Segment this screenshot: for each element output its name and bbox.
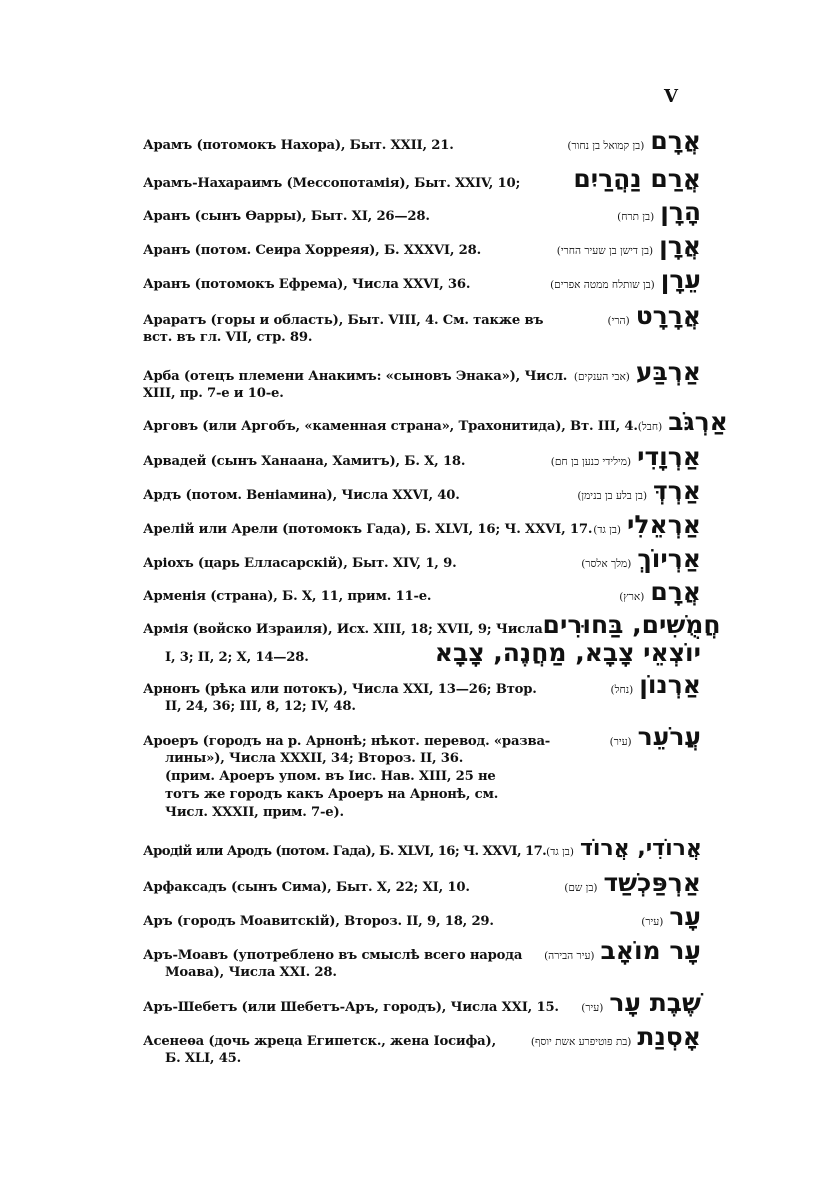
entry-text: Армія (войско Израиля), Исх. XIII, 18; XVII, 9; Числа bbox=[143, 622, 543, 637]
hebrew-note: (עיר) bbox=[609, 736, 632, 748]
entry bbox=[143, 359, 701, 409]
hebrew-note: (בן קמואל בן נחור) bbox=[567, 140, 645, 152]
hebrew-term: אֲרָרָט bbox=[635, 301, 701, 330]
entry bbox=[143, 546, 701, 579]
entry bbox=[143, 303, 701, 359]
entry-text: Ароеръ (городъ на р. Арнонѣ; нѣкот. перевод. «разва- bbox=[143, 734, 551, 749]
entry bbox=[143, 579, 701, 612]
entry bbox=[143, 870, 701, 904]
entry-text: Аранъ (сынъ Ѳарры), Быт. XI, 26—28. bbox=[143, 209, 430, 224]
entry-list bbox=[143, 126, 728, 1070]
hebrew-term: אַרְיוֹךְ bbox=[637, 544, 701, 573]
entry-continuation: Б. XLI, 45. bbox=[165, 1051, 242, 1066]
hebrew-term: אַרְבַּע bbox=[635, 357, 701, 386]
hebrew-note: (בן בלע בן בנימן) bbox=[577, 490, 648, 502]
entry-text: Арамъ-Нахараимъ (Мессопотамія), Быт. XXIV, 10; bbox=[143, 176, 521, 191]
entry-text: Аръ-Моавъ (употреблено въ смыслѣ всего народа bbox=[143, 948, 523, 963]
hebrew-term: אַרְדְּ bbox=[653, 476, 701, 505]
hebrew-term: עָר bbox=[669, 902, 701, 931]
hebrew-term: חֲמֻשִׁים, בַּחוּרִים bbox=[542, 610, 721, 639]
hebrew-term: אֲרָם bbox=[650, 577, 701, 606]
hebrew-note: (בן שם) bbox=[564, 882, 598, 894]
entry-text: Аріохъ (царь Елласарскій), Быт. XIV, 1, 9. bbox=[143, 556, 457, 571]
entry-text: Аръ-Шебетъ (или Шебетъ-Аръ, городъ), Числа XXI, 15. bbox=[143, 1000, 559, 1015]
hebrew-note: (מילידי כנען בן חם) bbox=[550, 456, 632, 468]
entry-continuation: XIII, пр. 7-е и 10-е. bbox=[143, 386, 284, 401]
entry bbox=[143, 904, 701, 938]
entry-text: Арнонъ (рѣка или потокъ), Числа XXI, 13—26; Втор. bbox=[143, 682, 537, 697]
entry bbox=[143, 836, 701, 870]
hebrew-term: עֵרָן bbox=[660, 265, 701, 294]
hebrew-note: (עיר הבירה) bbox=[544, 950, 595, 962]
entry-text: Аранъ (потомокъ Ефрема), Числа XXVI, 36. bbox=[143, 277, 471, 292]
hebrew-term: אֲרָן bbox=[659, 231, 701, 260]
hebrew-term: אָסְנַת bbox=[637, 1022, 701, 1051]
entry-text: Арба (отецъ племени Анакимъ: «сыновъ Энака»), Числ. bbox=[143, 369, 568, 384]
hebrew-note: (בן דישן בן שעיר החרי) bbox=[556, 245, 654, 257]
page-number: V bbox=[664, 86, 678, 107]
hebrew-note: (בן גד) bbox=[546, 846, 574, 858]
hebrew-note: (עיר) bbox=[641, 916, 664, 928]
entry-text: Аранъ (потом. Сеира Хорреяя), Б. XXXVI, 28. bbox=[143, 243, 482, 258]
hebrew-note: (בן תרח) bbox=[617, 211, 655, 223]
entry bbox=[143, 990, 701, 1024]
entry bbox=[143, 1024, 701, 1070]
entry-text: Арамъ (потомокъ Нахора), Быт. XXII, 21. bbox=[143, 138, 454, 153]
hebrew-note: (אבי הענקים) bbox=[573, 371, 630, 383]
entry bbox=[143, 199, 701, 233]
hebrew-term: הָרָן bbox=[660, 197, 701, 226]
entry bbox=[143, 407, 728, 444]
entry bbox=[143, 166, 701, 199]
hebrew-term: אַרְאֵלִי bbox=[627, 510, 701, 539]
entry-continuation: (прим. Ароеръ упом. въ Іис. Нав. XIII, 25 не bbox=[165, 769, 496, 784]
entry-text: Арменія (страна), Б. X, 11, прим. 11-е. bbox=[143, 589, 432, 604]
hebrew-term: עָר מוֹאָב bbox=[600, 936, 701, 965]
entry-text: Асенеѳа (дочь жреца Египетск., жена Іосифа), bbox=[143, 1034, 496, 1049]
entry-text: Арвадей (сынъ Ханаана, Хамитъ), Б. X, 18. bbox=[143, 454, 466, 469]
entry-text: Араратъ (горы и область), Быт. VIII, 4. См. также въ bbox=[143, 313, 544, 328]
entry-continuation: тотъ же городъ какъ Ароеръ на Арнонѣ, см. bbox=[165, 787, 499, 802]
hebrew-note: (נחל) bbox=[610, 684, 634, 696]
entry-text: Арфаксадъ (сынъ Сима), Быт. X, 22; XI, 10. bbox=[143, 880, 470, 895]
hebrew-term: אַרְגֹּב bbox=[668, 407, 728, 436]
hebrew-note: (בת פוטיפרע אשת יוסף) bbox=[530, 1036, 632, 1048]
entry bbox=[143, 724, 701, 836]
hebrew-term: אַרְוָדִי bbox=[637, 442, 701, 471]
hebrew-term: אַרְפַּכְשַׁד bbox=[603, 868, 701, 897]
entry-continuation: вст. въ гл. VII, стр. 89. bbox=[143, 330, 313, 345]
entry-text: Аръ (городъ Моавитскій), Второз. II, 9, 18, 29. bbox=[143, 914, 494, 929]
hebrew-note: (בן שותלח ממטה אפרים) bbox=[550, 279, 655, 291]
entry-continuation: Моава), Числа XXI. 28. bbox=[165, 965, 337, 980]
entry bbox=[143, 512, 701, 546]
hebrew-term: אֲרַם נַהֲרַיִם bbox=[573, 164, 701, 193]
entry-text: Арелій или Арели (потомокъ Гада), Б. XLVI, 16; Ч. XXVI, 17. bbox=[143, 522, 593, 537]
entry bbox=[143, 233, 701, 267]
hebrew-term: שֶׁבֶת עָר bbox=[609, 988, 701, 1017]
hebrew-note: (ארץ) bbox=[619, 591, 645, 603]
entry bbox=[143, 128, 701, 166]
entry bbox=[143, 267, 701, 303]
hebrew-term: אַרְנוֹן bbox=[639, 670, 701, 699]
entry bbox=[143, 444, 701, 478]
entry-text: Ародій или Ародъ (потом. Гада), Б. XLVI, 16; Ч. XXVI, 17. bbox=[143, 844, 547, 859]
entry-continuation: лины»), Числа XXXII, 34; Второз. II, 36. bbox=[165, 751, 464, 766]
entry bbox=[143, 938, 701, 990]
hebrew-term: עֲרֹעֵר bbox=[637, 722, 701, 751]
entry-continuation: II, 24, 36; III, 8, 12; IV, 48. bbox=[165, 699, 356, 714]
hebrew-term: אֲרָם bbox=[650, 126, 701, 155]
hebrew-note: (הרי) bbox=[607, 315, 630, 327]
hebrew-term-secondary: יוֹצְאֵי צָבָא, מַחֲנֶה, צָבָא bbox=[434, 638, 701, 667]
entry-text: Арговъ (или Аргобъ, «каменная страна», Трахонитида), Вт. III, 4. bbox=[143, 419, 638, 434]
entry bbox=[143, 672, 701, 724]
entry bbox=[143, 610, 721, 672]
entry bbox=[143, 478, 701, 512]
hebrew-note: (בן גד) bbox=[593, 524, 622, 536]
hebrew-note: (חבל) bbox=[637, 421, 663, 433]
entry-text: Ардъ (потом. Веніамина), Числа XXVI, 40. bbox=[143, 488, 460, 503]
hebrew-term: אֲרוֹדִי, אֲרוֹד bbox=[579, 836, 702, 861]
hebrew-note: (מלך אלסר) bbox=[581, 558, 632, 570]
hebrew-note: (עיר) bbox=[581, 1002, 604, 1014]
entry-continuation: Числ. XXXII, прим. 7-е). bbox=[165, 805, 344, 820]
entry-continuation: I, 3; II, 2; X, 14—28. bbox=[165, 650, 309, 665]
